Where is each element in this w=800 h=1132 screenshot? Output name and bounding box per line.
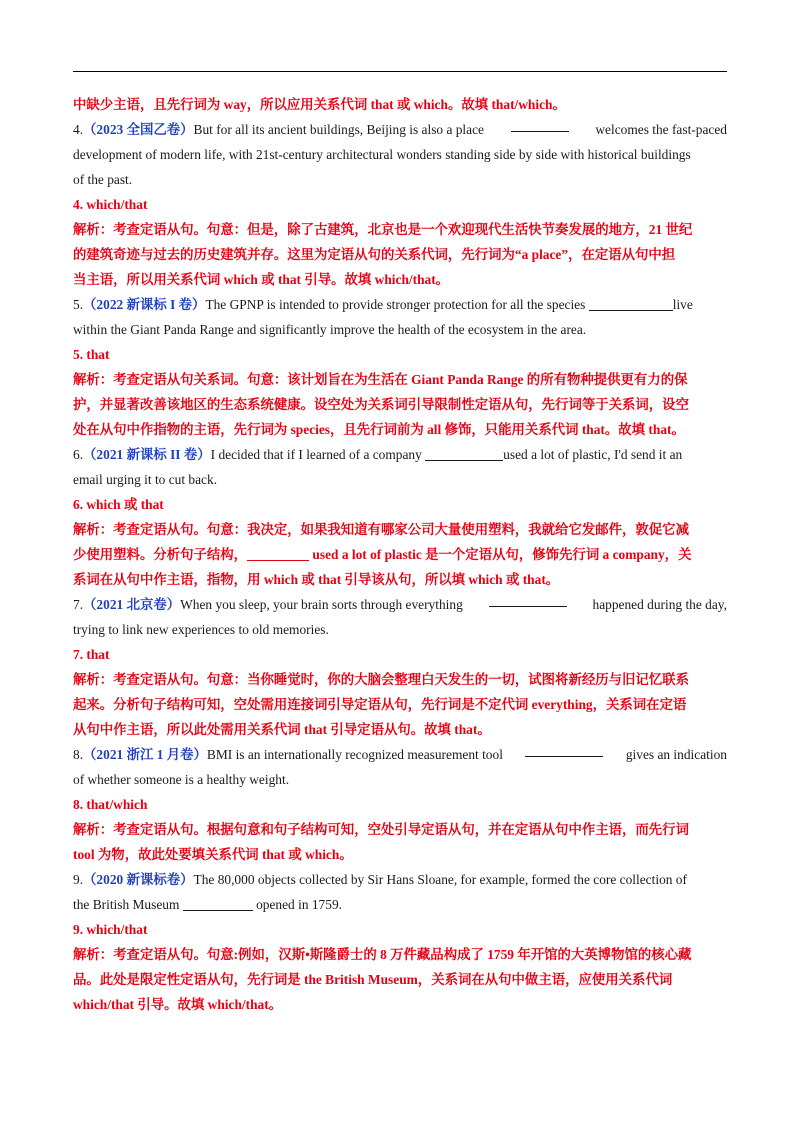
answer-blank <box>489 592 567 607</box>
answer-blank <box>589 296 673 311</box>
analysis-text: 中缺少主语，且先行词为 way，所以应用关系代词 that 或 which。故填 that/which。 <box>73 97 566 112</box>
question-source: （2021 北京卷） <box>83 597 181 612</box>
analysis-text: 解析：考查定语从句关系词。句意：该计划旨在为生活在 Giant Panda Range 的所有物种提供更有力的保 <box>73 372 688 387</box>
question-source: （2023 全国乙卷） <box>83 122 194 137</box>
analysis-text: 少使用塑料。分析句子结构， <box>73 547 248 562</box>
analysis-text: 解析：考查定语从句。句意：但是，除了古建筑，北京也是一个欢迎现代生活快节奏发展的地方，21 世纪 <box>73 222 693 237</box>
question-8 <box>73 742 727 767</box>
question-text <box>73 892 727 917</box>
question-text: trying to link new experiences to old memories. <box>73 622 329 637</box>
answer-blank <box>525 742 603 757</box>
analysis-text: 解析：考查定语从句。根据句意和句子结构可知，空处引导定语从句，并在定语从句中作主语，而先行词 <box>73 822 689 837</box>
question-9 <box>73 867 727 892</box>
question-text: BMI is an internationally recognized measurement tool <box>206 747 503 762</box>
answer: 4. which/that <box>73 197 148 212</box>
question-number: 6. <box>73 447 84 462</box>
question-7 <box>73 592 727 617</box>
analysis-text: 从句中作主语，所以此处需用关系代词 that 引导定语从句。故填 that。 <box>73 722 491 737</box>
question-text: live <box>672 297 693 312</box>
question-source: （2021 新课标 II 卷） <box>83 447 211 462</box>
analysis-text: 品。此处是限定性定语从句，先行词是 the British Museum，关系词在从句中做主语，应使用关系代词 <box>73 972 673 987</box>
question-number: 5. <box>73 297 84 312</box>
answer: 5. that <box>73 347 110 362</box>
question-4 <box>73 117 727 142</box>
analysis-text: 解析：考查定语从句。句意：我决定，如果我知道有哪家公司大量使用塑料，我就给它发邮件，敦促它减 <box>73 522 689 537</box>
analysis-text: used a lot of plastic 是一个定语从句，修饰先行词 a company，关 <box>309 547 692 562</box>
question-text: happened during the day, <box>592 597 727 612</box>
answer: 8. that/which <box>73 797 148 812</box>
analysis-text: 解析：考查定语从句。句意:例如，汉斯•斯隆爵士的 8 万件藏品构成了 1759 年开馆的大英博物馆的核心藏 <box>73 947 692 962</box>
question-text: But for all its ancient buildings, Beijing is also a place <box>193 122 484 137</box>
question-text: of whether someone is a healthy weight. <box>73 772 290 787</box>
question-text: opened in 1759. <box>252 897 342 912</box>
analysis-text: 解析：考查定语从句。句意：当你睡觉时，你的大脑会整理白天发生的一切，试图将新经历与旧记忆联系 <box>73 672 689 687</box>
question-text: The 80,000 objects collected by Sir Hans Sloane, for example, formed the core collection of <box>193 872 687 887</box>
analysis-text: 处在从句中作指物的主语，先行词为 species，且先行词前为 all 修饰，只能用关系代词 that。故填 that。 <box>73 422 685 437</box>
question-text: of the past. <box>73 172 133 187</box>
analysis-text: 系词在从句中作主语，指物，用 which 或 that 引导该从句，所以填 which 或 that。 <box>73 572 560 587</box>
question-number: 9. <box>73 872 84 887</box>
question-6 <box>73 442 727 467</box>
analysis-text: 起来。分析句子结构可知，空处需用连接词引导定语从句，先行词是不定代词 everything，关系词在定语 <box>73 697 687 712</box>
question-source: （2021 浙江 1 月卷） <box>83 747 207 762</box>
answer: 7. that <box>73 647 110 662</box>
analysis-text: which/that 引导。故填 which/that。 <box>73 997 283 1012</box>
analysis-text: 当主语，所以用关系代词 which 或 that 引导。故填 which/that。 <box>73 272 450 287</box>
question-text: welcomes the fast-paced <box>595 122 727 137</box>
answer: 9. which/that <box>73 922 148 937</box>
question-number: 7. <box>73 597 84 612</box>
question-text: the British Museum <box>73 897 183 912</box>
question-text: within the Giant Panda Range and significantly improve the health of the ecosystem in the area. <box>73 322 587 337</box>
question-number: 4. <box>73 122 84 137</box>
page-content <box>73 92 727 1017</box>
answer-blank <box>425 446 503 461</box>
question-text: used a lot of plastic, I'd send it an <box>503 447 683 462</box>
question-text: gives an indication <box>625 747 727 762</box>
question-text: development of modern life, with 21st-century architectural wonders standing side by side with historical buildings <box>73 147 691 162</box>
question-text: I decided that if I learned of a company <box>210 447 426 462</box>
question-number: 8. <box>73 747 84 762</box>
question-source: （2020 新课标卷） <box>83 872 194 887</box>
answer: 6. which 或 that <box>73 497 164 512</box>
analysis-text: 护，并显著改善该地区的生态系统健康。设空处为关系词引导限制性定语从句，先行词等于关系词，设空 <box>73 397 689 412</box>
question-text: When you sleep, your brain sorts through everything <box>180 597 463 612</box>
header-divider <box>73 71 727 72</box>
analysis-text: tool 为物，故此处要填关系代词 that 或 which。 <box>73 847 353 862</box>
question-text: The GPNP is intended to provide stronger protection for all the species <box>205 297 589 312</box>
answer-blank <box>511 117 569 132</box>
analysis-text: 的建筑奇迹与过去的历史建筑并存。这里为定语从句的关系代词，先行词为“a place”，在定语从句中担 <box>73 247 676 262</box>
question-text: email urging it to cut back. <box>73 472 218 487</box>
answer-blank <box>247 546 309 561</box>
question-5 <box>73 292 727 317</box>
analysis-text <box>73 542 727 567</box>
question-source: （2022 新课标 I 卷） <box>83 297 206 312</box>
answer-blank <box>183 896 253 911</box>
